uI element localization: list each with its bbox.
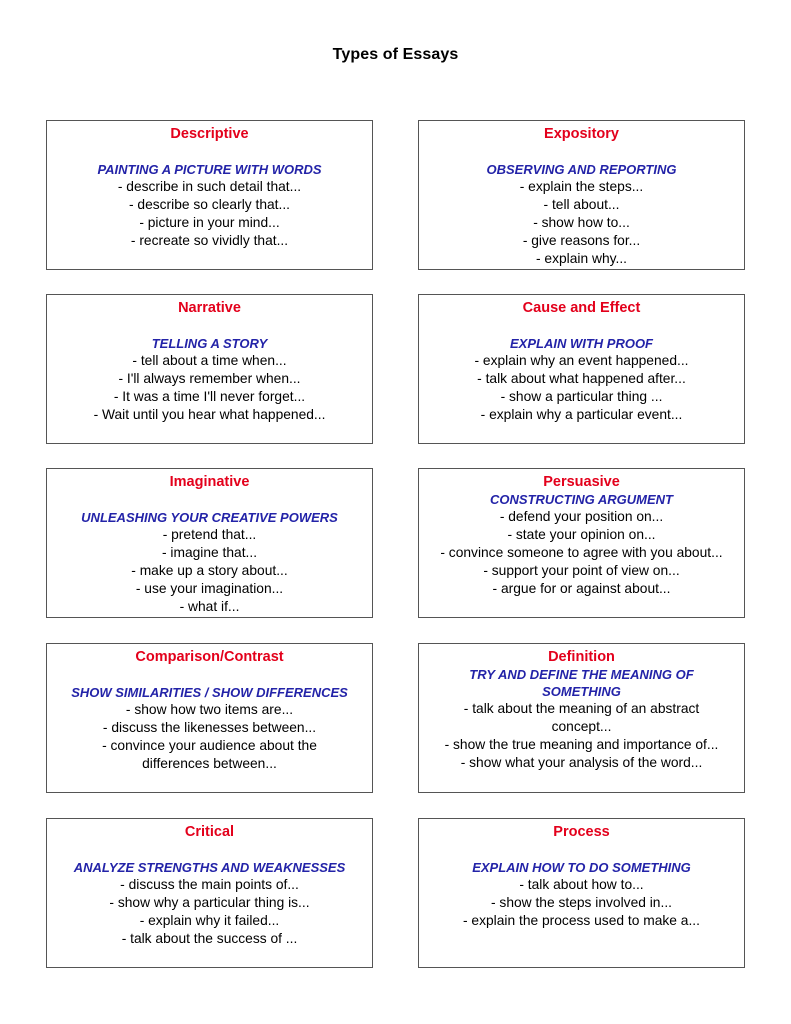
list-item: - recreate so vividly that... — [130, 233, 289, 248]
list-item: - state your opinion on... — [507, 527, 656, 542]
card-subtitle: UNLEASHING YOUR CREATIVE POWERS — [81, 510, 338, 525]
card-comparison-contrast — [46, 643, 373, 793]
card-title: Cause and Effect — [522, 300, 641, 316]
list-item: - tell about a time when... — [132, 353, 287, 368]
card-narrative — [46, 294, 373, 444]
list-item: - show the steps involved in... — [491, 895, 672, 910]
list-item: - explain why a particular event... — [480, 407, 683, 422]
card-subtitle: ANALYZE STRENGTHS AND WEAKNESSES — [73, 860, 346, 875]
card-title: Critical — [184, 824, 235, 840]
list-item: - show why a particular thing is... — [109, 895, 310, 910]
card-imaginative — [46, 468, 373, 618]
card-process — [418, 818, 745, 968]
card-definition — [418, 643, 745, 793]
card-title: Narrative — [178, 300, 241, 316]
card-title: Imaginative — [169, 474, 250, 490]
list-item: - describe in such detail that... — [117, 179, 302, 194]
list-item: - show how to... — [533, 215, 630, 230]
card-subtitle: PAINTING A PICTURE WITH WORDS — [97, 162, 322, 177]
card-list — [47, 701, 372, 773]
list-item: - Wait until you hear what happened... — [93, 407, 326, 422]
card-critical — [46, 818, 373, 968]
card-subtitle: TRY AND DEFINE THE MEANING OF SOMETHING — [469, 667, 694, 699]
list-item: - talk about the success of ... — [121, 931, 298, 946]
page-title: Types of Essays — [332, 46, 459, 63]
list-item: - explain the steps... — [519, 179, 644, 194]
list-item: - explain why... — [536, 251, 627, 266]
list-item: - defend your position on... — [499, 509, 664, 524]
card-list — [419, 352, 744, 424]
list-item: - pretend that... — [162, 527, 257, 542]
list-item: - explain why an event happened... — [474, 353, 689, 368]
card-title: Expository — [544, 126, 619, 142]
list-item: - make up a story about... — [131, 563, 288, 578]
list-item: - support your point of view on... — [483, 563, 680, 578]
list-item: - explain the process used to make a... — [463, 913, 700, 928]
list-item: - show how two items are... — [125, 702, 294, 717]
list-item: - show what your analysis of the word... — [460, 755, 703, 770]
card-title: Process — [553, 824, 610, 840]
card-list — [419, 876, 744, 930]
card-list — [47, 352, 372, 424]
list-item: - use your imagination... — [135, 581, 284, 596]
card-subtitle: OBSERVING AND REPORTING — [486, 162, 677, 177]
list-item: - discuss the likenesses between... — [102, 720, 317, 735]
list-item: - explain why it failed... — [139, 913, 280, 928]
card-cause-and-effect — [418, 294, 745, 444]
list-item: - imagine that... — [161, 545, 258, 560]
card-list — [47, 876, 372, 948]
card-list — [47, 178, 372, 250]
list-item: - tell about... — [543, 197, 620, 212]
card-list — [419, 178, 744, 268]
card-subtitle: EXPLAIN HOW TO DO SOMETHING — [472, 860, 691, 875]
list-item: - what if... — [179, 599, 240, 614]
card-list — [419, 508, 744, 598]
list-item: - give reasons for... — [522, 233, 641, 248]
list-item: - talk about what happened after... — [477, 371, 686, 386]
list-item: - describe so clearly that... — [128, 197, 291, 212]
card-subtitle: SHOW SIMILARITIES / SHOW DIFFERENCES — [71, 685, 348, 700]
list-item: - argue for or against about... — [492, 581, 671, 596]
list-item: - show a particular thing ... — [500, 389, 663, 404]
list-item: - convince your audience about the differences between... — [102, 738, 317, 771]
list-item: - talk about the meaning of an abstract concept... — [463, 701, 700, 734]
card-subtitle: EXPLAIN WITH PROOF — [510, 336, 653, 351]
card-title: Persuasive — [543, 474, 620, 490]
card-title: Definition — [548, 649, 615, 665]
card-subtitle: TELLING A STORY — [151, 336, 268, 351]
list-item: - show the true meaning and importance of... — [444, 737, 719, 752]
list-item: - I'll always remember when... — [118, 371, 301, 386]
list-item: - discuss the main points of... — [120, 877, 299, 892]
card-expository — [418, 120, 745, 270]
card-title: Comparison/Contrast — [135, 649, 284, 665]
card-list — [47, 526, 372, 616]
list-item: - talk about how to... — [519, 877, 644, 892]
card-subtitle: CONSTRUCTING ARGUMENT — [490, 492, 673, 507]
list-item: - convince someone to agree with you about... — [440, 545, 723, 560]
card-list — [419, 700, 744, 772]
card-persuasive — [418, 468, 745, 618]
list-item: - picture in your mind... — [139, 215, 280, 230]
card-descriptive — [46, 120, 373, 270]
card-title: Descriptive — [170, 126, 249, 142]
list-item: - It was a time I'll never forget... — [113, 389, 306, 404]
